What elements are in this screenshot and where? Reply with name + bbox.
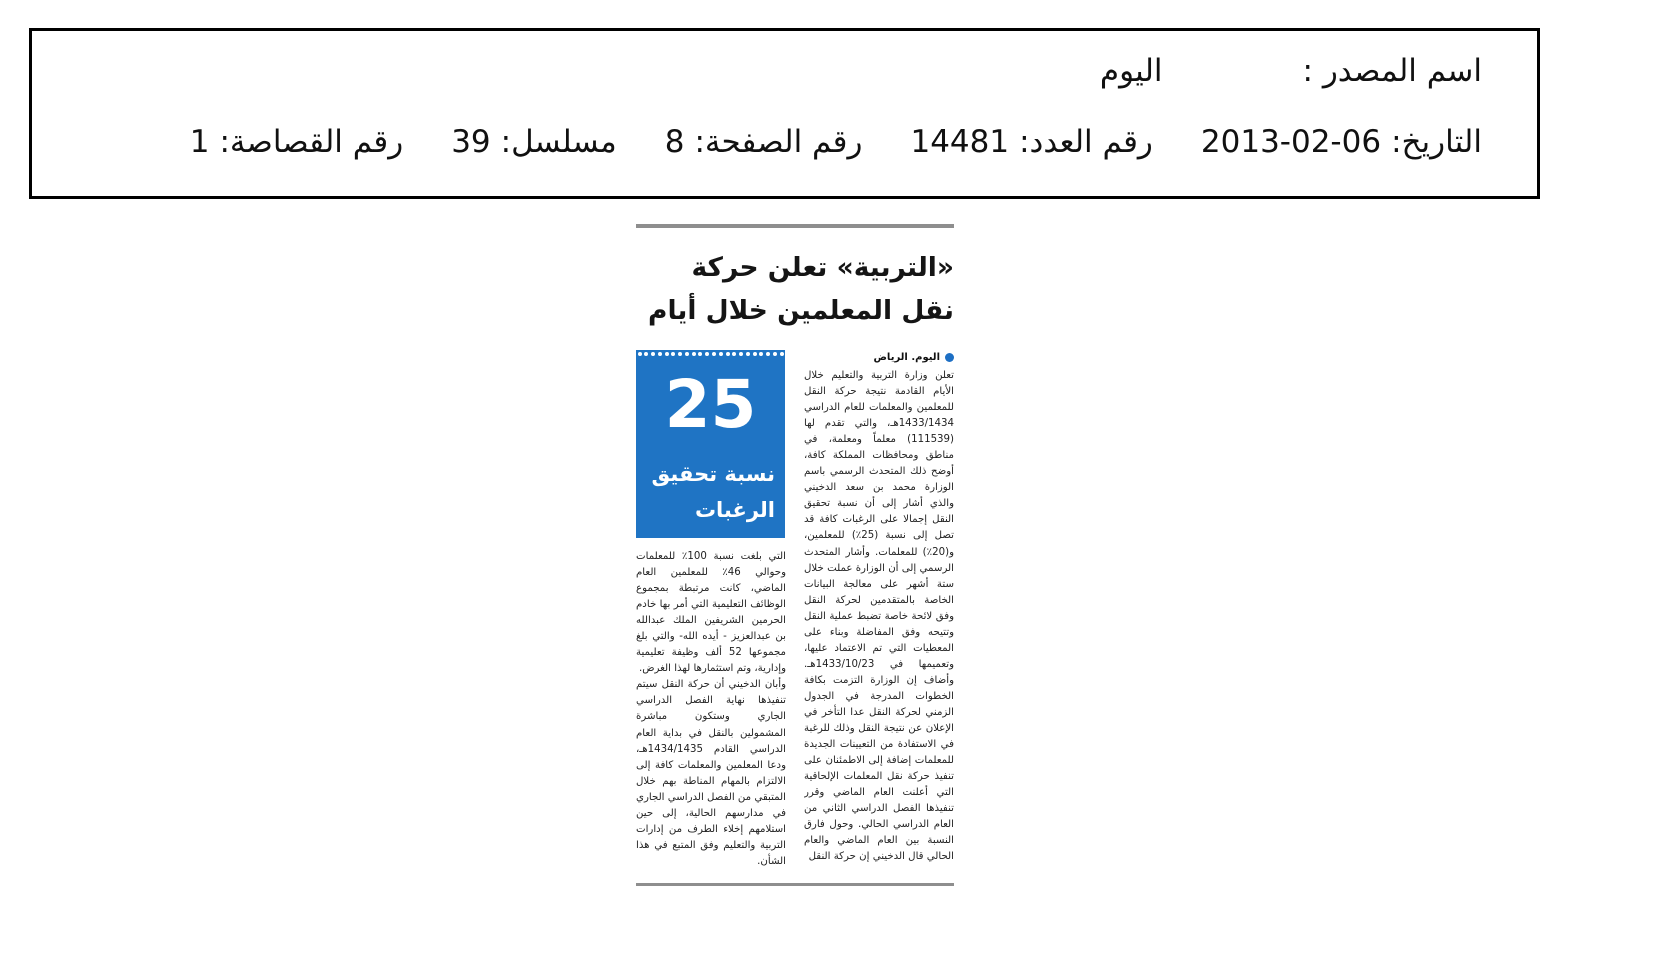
serial-value: 39 [451,124,491,160]
article-paragraph: وأبان الدخيني أن حركة النقل سيتم تنفيذها نهاية الفصل الدراسي الجاري وستكون مباشرة المشمولين بالنقل في بداية العام الدراسي القادم 1434/1435هـ، ودعا المعلمين والمعلمات كافة إلى الالتزام بالمهام المناطة بهم خلال المتبقي من الفصل الدراسي الجاري في مدارسهم الحالية، إلى حين استلامهم إخلاء الطرف من إدارات التربية والتعليم وفق المتبع في هذا الشأن. [636,679,786,867]
issue-value: 14481 [910,124,1010,160]
byline [784,349,954,365]
stat-number: 25 [664,366,757,443]
page-label: رقم الصفحة: [694,124,863,160]
newspaper-clipping [636,224,954,888]
article-column-right [804,368,954,872]
issue-field [910,124,1152,160]
article-column-left [636,549,786,879]
date-field [1201,124,1482,160]
top-divider [636,224,954,228]
bullet-icon [945,353,954,362]
clip-number-label: رقم القصاصة: [219,124,404,160]
source-row [1100,53,1482,89]
clipping-metadata-box [29,28,1540,199]
page-field [665,124,863,160]
date-value: 2013-02-06 [1200,124,1382,160]
date-label: التاريخ: [1391,124,1482,160]
article-headline: «التربية» تعلن حركة نقل المعلمين خلال أيام [648,252,954,326]
stat-caption: نسبة تحقيق الرغبات [651,462,775,522]
page-value: 8 [664,124,685,160]
serial-label: مسلسل: [500,124,617,160]
source-value: اليوم [1099,53,1163,89]
article-paragraph: تعلن وزارة التربية والتعليم خلال الأيام القادمة نتيجة حركة النقل للمعلمين والمعلمات للعام الدراسي 1433/1434هـ، والتي تقدم لها (111539) معلماً ومعلمة، في مناطق ومحافظات المملكة كافة، أوضح ذلك المتحدث الرسمي باسم الوزارة محمد بن سعد الدخيني والذي أشار إلى أن نسبة تحقيق النقل إجمالا على الرغبات كافة قد تصل إلى نسبة (25٪) للمعلمين، و(20٪) للمعلمات. وأشار المتحدث الرسمي إلى أن الوزارة عملت خلال ستة أشهر على معالجة البيانات الخاصة بالمتقدمين لحركة النقل وفق لائحة خاصة تضبط عملية النقل وتتيحه وفق المفاضلة وبناء على المعطيات التي تم الاعتماد عليها، وتعميمها في 1433/10/23هـ. وأضاف إن الوزارة التزمت بكافة الخطوات المدرجة في الجدول الزمني لحركة النقل عدا التأخر في الإعلان عن نتيجة النقل وذلك للرغبة في الاستفادة من التعيينات الجديدة للمعلمات إضافة إلى الاطمئنان على تنفيذ حركة نقل المعلمات الإلحاقية التي أعلنت العام الماضي وقرر تنفيذها الفصل الدراسي الثاني من العام الدراسي الحالي. وحول فارق النسبة بين العام الماضي والعام الحالي قال الدخيني إن حركة النقل [804,370,954,863]
article-paragraph: التي بلغت نسبة 100٪ للمعلمات وحوالي 46٪ للمعلمين العام الماضي، كانت مرتبطة بمجموع الوظائف التعليمية التي أمر بها خادم الحرمين الشريفين الملك عبدالله بن عبدالعزيز - أيده الله- والتي بلغ مجموعها 52 ألف وظيفة تعليمية وإدارية، وتم استثمارها لهذا الغرض. [636,551,786,675]
serial-field [451,124,617,160]
dotted-border [636,350,785,358]
clip-number-value: 1 [189,124,210,160]
clip-number-field [190,124,403,160]
issue-label: رقم العدد: [1019,124,1153,160]
bottom-divider [636,883,954,886]
stat-highlight-box [636,350,785,538]
details-row [190,124,1482,160]
source-label: اسم المصدر : [1302,53,1482,89]
byline-text: اليوم. الرياض [873,351,940,363]
